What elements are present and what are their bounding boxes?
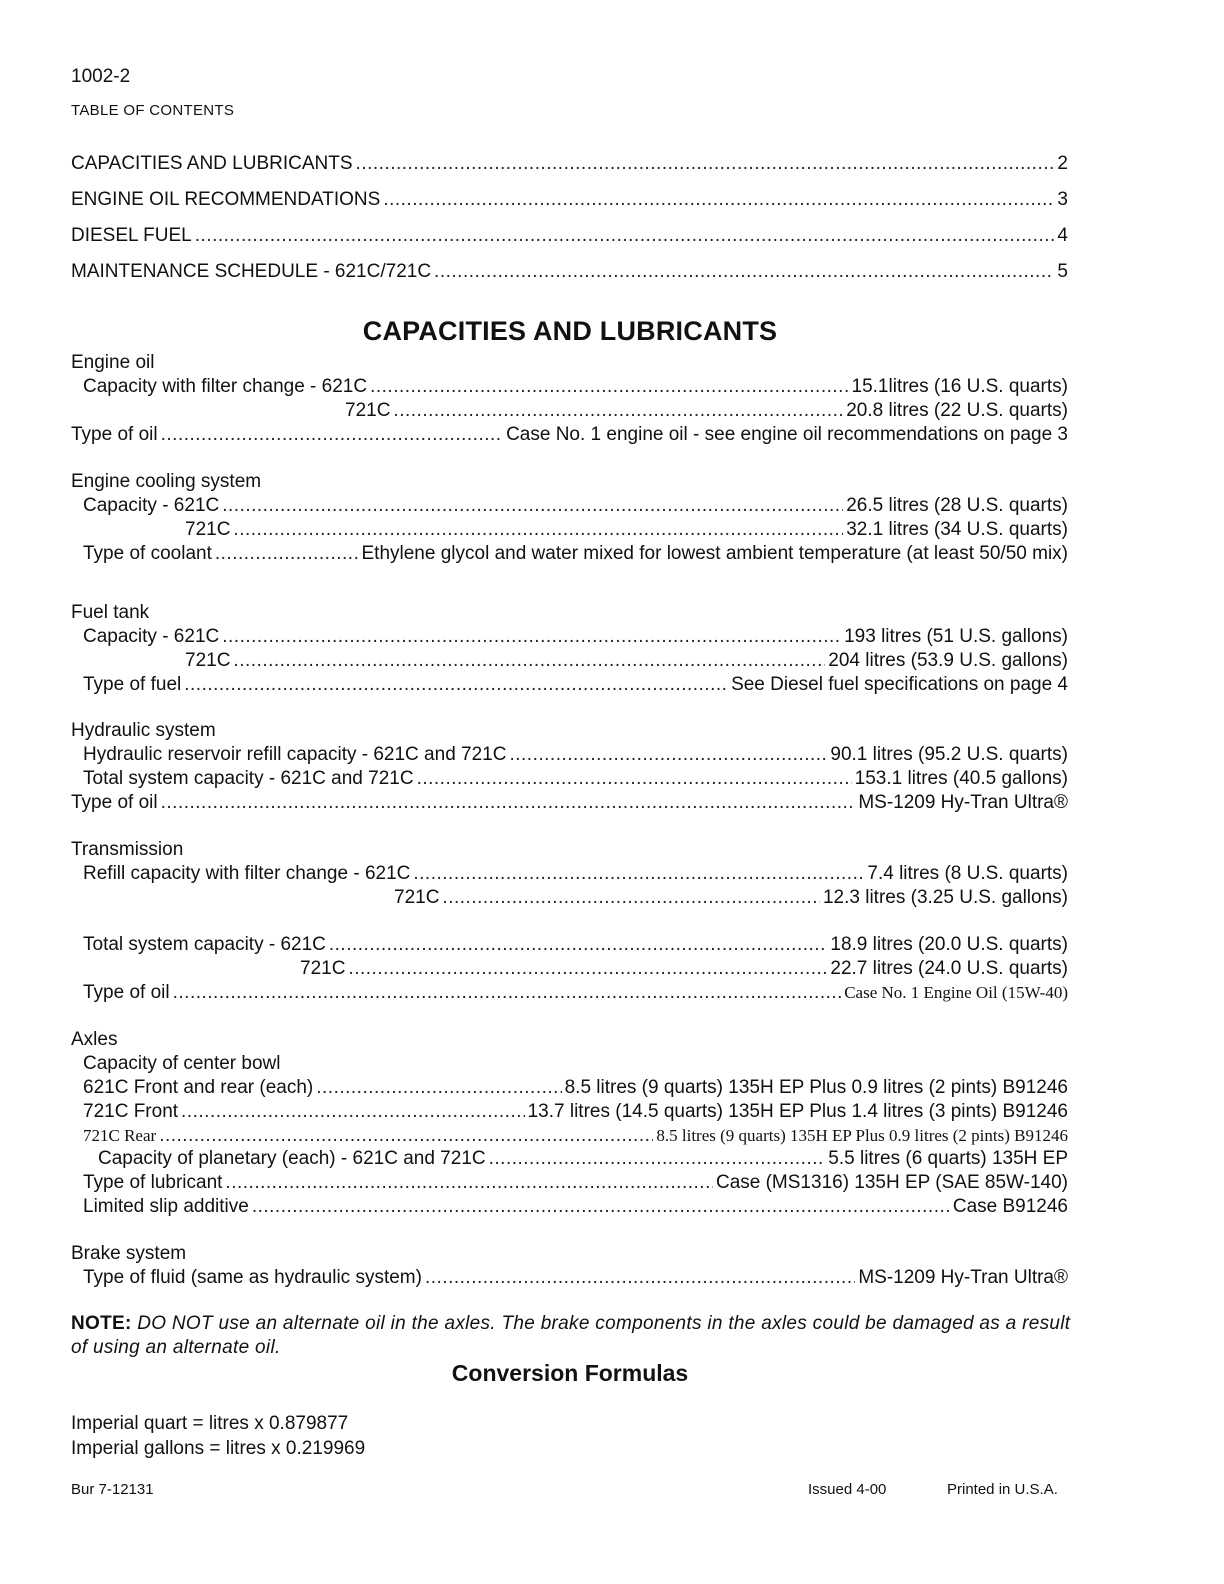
toc-entry-diesel-fuel[interactable] (71, 224, 1068, 248)
engine-oil-heading: Engine oil (71, 352, 155, 373)
toc-entry-label: CAPACITIES AND LUBRICANTS (71, 153, 353, 174)
toc-entry-maintenance[interactable] (71, 260, 1068, 284)
engine-oil-capacity-721c: 721C ..... 20.8 litres (22 U.S. quarts) (345, 399, 1068, 423)
hydraulic-total-capacity: Total system capacity - 621C and 721C ..... 153.1 litres (40.5 gallons) (83, 767, 1068, 791)
fuel-capacity-621c: Capacity - 621C ..... 193 litres (51 U.S. gallons) (83, 625, 1068, 649)
hydraulic-heading: Hydraulic system (71, 720, 216, 741)
conversion-title: Conversion Formulas (451, 1360, 689, 1386)
hydraulic-refill-capacity: Hydraulic reservoir refill capacity - 621C and 721C ..... 90.1 litres (95.2 U.S. quarts) (83, 743, 1068, 767)
toc-entry-page: 5 (1057, 261, 1068, 282)
engine-oil-type: Type of oil ..... Case No. 1 engine oil - see engine oil recommendations on page 3 (71, 423, 1068, 447)
axles-limited-slip: Limited slip additive ..... Case B91246 (83, 1195, 1068, 1219)
footer-doc-number: Bur 7-12131 (71, 1481, 154, 1498)
toc-heading: TABLE OF CONTENTS (71, 102, 235, 119)
toc-entry-capacities[interactable] (71, 152, 1068, 176)
coolant-type: Type of coolant ..... Ethylene glycol and water mixed for lowest ambient temperature (at least 50/50 mix) (83, 542, 1068, 566)
fuel-capacity-721c: 721C ..... 204 litres (53.9 U.S. gallons) (185, 649, 1068, 673)
footer-issued: Issued 4-00 (808, 1481, 887, 1498)
toc-entry-page: 2 (1057, 153, 1068, 174)
axles-621c-front-rear: 621C Front and rear (each) ..... 8.5 litres (9 quarts) 135H EP Plus 0.9 litres (2 pints) B91246 (83, 1076, 1068, 1100)
cooling-capacity-621c: Capacity - 621C ..... 26.5 litres (28 U.S. quarts) (83, 494, 1068, 518)
toc-entry-page: 4 (1057, 225, 1068, 246)
axles-721c-rear: 721C Rear ..... 8.5 litres (9 quarts) 135H EP Plus 0.9 litres (2 pints) B91246 (83, 1124, 1068, 1148)
transmission-oil-type: Type of oil ..... Case No. 1 Engine Oil (15W-40) (83, 981, 1068, 1005)
note-text: DO NOT use an alternate oil in the axles. The brake components in the axles could be damaged as a result of using an alternate oil. (71, 1313, 1071, 1358)
toc-entry-label: DIESEL FUEL (71, 225, 192, 246)
brake-fluid-type: Type of fluid (same as hydraulic system) ..... MS-1209 Hy-Tran Ultra® (83, 1266, 1068, 1290)
axles-heading: Axles (71, 1029, 118, 1050)
toc-entry-engine-oil[interactable] (71, 188, 1068, 212)
brake-heading: Brake system (71, 1243, 187, 1264)
cooling-heading: Engine cooling system (71, 471, 262, 492)
section-title: CAPACITIES AND LUBRICANTS (362, 316, 778, 346)
transmission-refill-621c: Refill capacity with filter change - 621C ..... 7.4 litres (8 U.S. quarts) (83, 862, 1068, 886)
cooling-capacity-721c: 721C ..... 32.1 litres (34 U.S. quarts) (185, 518, 1068, 542)
axle-oil-note (71, 1312, 1071, 1360)
transmission-refill-721c: 721C ..... 12.3 litres (3.25 U.S. gallons) (394, 886, 1068, 910)
transmission-total-621c: Total system capacity - 621C ..... 18.9 litres (20.0 U.S. quarts) (83, 933, 1068, 957)
transmission-total-721c: 721C ..... 22.7 litres (24.0 U.S. quarts) (300, 957, 1068, 981)
page-number: 1002-2 (71, 66, 131, 87)
fuel-heading: Fuel tank (71, 602, 150, 623)
toc-entry-label: ENGINE OIL RECOMMENDATIONS (71, 189, 381, 210)
note-label: NOTE: (71, 1313, 132, 1334)
toc-entry-label: MAINTENANCE SCHEDULE - 621C/721C (71, 261, 432, 282)
hydraulic-oil-type: Type of oil ..... MS-1209 Hy-Tran Ultra® (71, 791, 1068, 815)
axles-721c-front: 721C Front ..... 13.7 litres (14.5 quarts) 135H EP Plus 1.4 litres (3 pints) B91246 (83, 1100, 1068, 1124)
axles-lubricant-type: Type of lubricant ..... Case (MS1316) 135H EP (SAE 85W-140) (83, 1171, 1068, 1195)
footer-printed: Printed in U.S.A. (947, 1481, 1058, 1498)
toc-entry-page: 3 (1057, 189, 1068, 210)
fuel-type: Type of fuel ..... See Diesel fuel specifications on page 4 (83, 673, 1068, 697)
axles-planetary-capacity: Capacity of planetary (each) - 621C and 721C ..... 5.5 litres (6 quarts) 135H EP (98, 1147, 1068, 1171)
conversion-imperial-quart: Imperial quart = litres x 0.879877 (71, 1413, 349, 1434)
transmission-heading: Transmission (71, 839, 184, 860)
engine-oil-capacity-621c: Capacity with filter change - 621C ..... 15.1litres (16 U.S. quarts) (83, 375, 1068, 399)
axles-center-bowl: Capacity of center bowl (83, 1053, 281, 1074)
conversion-imperial-gallons: Imperial gallons = litres x 0.219969 (71, 1438, 366, 1459)
